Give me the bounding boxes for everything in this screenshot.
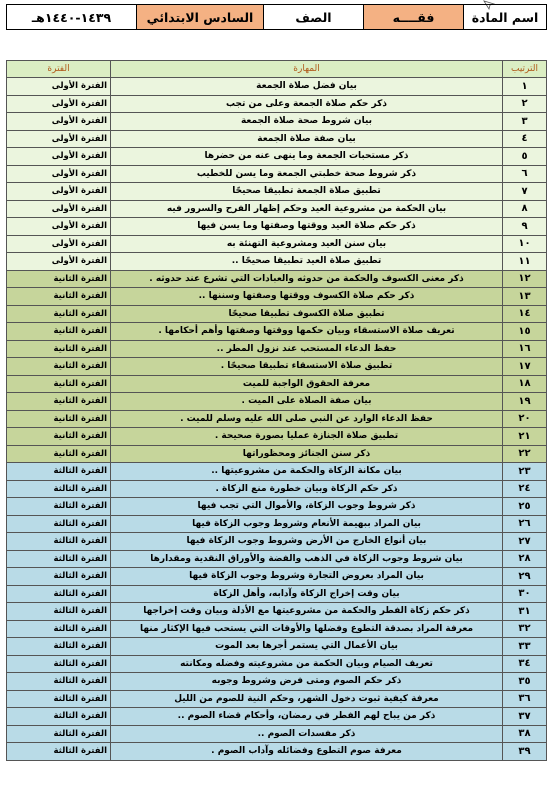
row-period: الفترة الأولى bbox=[7, 253, 111, 271]
row-number: ١ bbox=[503, 78, 547, 96]
table-row bbox=[7, 183, 547, 201]
row-skill: بيان مكانة الزكاة والحكمة من مشروعيتها .. bbox=[111, 463, 503, 481]
row-skill: حفظ الدعاء الوارد عن النبي صلى الله عليه وسلم للميت . bbox=[111, 410, 503, 428]
row-period: الفترة الأولى bbox=[7, 113, 111, 131]
row-skill: ذكر حكم صلاة الكسوف ووقتها وصفتها وسننها .. bbox=[111, 288, 503, 306]
table-row bbox=[7, 743, 547, 761]
year-value: ١٤٣٩-١٤٤٠هـ bbox=[7, 5, 137, 30]
row-number: ١٠ bbox=[503, 235, 547, 253]
subject-label: اسم المادة bbox=[464, 5, 547, 30]
row-period: الفترة الثالثة bbox=[7, 638, 111, 656]
table-row bbox=[7, 78, 547, 96]
row-skill: ذكر مستحبات الجمعة وما ينهى عنه من حضرها bbox=[111, 148, 503, 166]
table-row bbox=[7, 725, 547, 743]
table-row bbox=[7, 340, 547, 358]
row-period: الفترة الثالثة bbox=[7, 690, 111, 708]
row-period: الفترة الثانية bbox=[7, 288, 111, 306]
table-header-row bbox=[7, 61, 547, 78]
table-body bbox=[7, 78, 547, 761]
row-period: الفترة الثالثة bbox=[7, 480, 111, 498]
row-period: الفترة الأولى bbox=[7, 183, 111, 201]
row-number: ٧ bbox=[503, 183, 547, 201]
row-skill: بيان الأعمال التي يستمر أجرها بعد الموت bbox=[111, 638, 503, 656]
row-skill: ذكر حكم صلاة الجمعة وعلى من تجب bbox=[111, 95, 503, 113]
row-number: ٥ bbox=[503, 148, 547, 166]
row-period: الفترة الثالثة bbox=[7, 515, 111, 533]
row-skill: ذكر حكم الصوم ومتى فرض وشروط وجوبه bbox=[111, 673, 503, 691]
row-number: ٨ bbox=[503, 200, 547, 218]
table-row bbox=[7, 95, 547, 113]
row-number: ٢٥ bbox=[503, 498, 547, 516]
table-row bbox=[7, 445, 547, 463]
row-period: الفترة الثالثة bbox=[7, 603, 111, 621]
row-period: الفترة الثانية bbox=[7, 445, 111, 463]
row-skill: بيان سنن العيد ومشروعية التهنئة به bbox=[111, 235, 503, 253]
row-number: ٢٠ bbox=[503, 410, 547, 428]
row-period: الفترة الثالثة bbox=[7, 743, 111, 761]
row-number: ١٩ bbox=[503, 393, 547, 411]
row-period: الفترة الثالثة bbox=[7, 550, 111, 568]
table-row bbox=[7, 550, 547, 568]
row-number: ٤ bbox=[503, 130, 547, 148]
row-number: ١٢ bbox=[503, 270, 547, 288]
row-skill: تطبيق صلاة العيد تطبيقا صحيحًا .. bbox=[111, 253, 503, 271]
table-row bbox=[7, 428, 547, 446]
row-skill: بيان المراد ببهيمة الأنعام وشروط وجوب الزكاة فيها bbox=[111, 515, 503, 533]
row-number: ٣٢ bbox=[503, 620, 547, 638]
grade-label: الصف bbox=[264, 5, 364, 30]
row-period: الفترة الثالثة bbox=[7, 655, 111, 673]
row-skill: تطبيق صلاة الجنازة عمليا بصورة صحيحة . bbox=[111, 428, 503, 446]
row-number: ٢١ bbox=[503, 428, 547, 446]
row-period: الفترة الثالثة bbox=[7, 620, 111, 638]
row-skill: ذكر من يباح لهم الفطر في رمضان، وأحكام قضاء الصوم .. bbox=[111, 708, 503, 726]
row-skill: بيان صفة صلاة الجمعة bbox=[111, 130, 503, 148]
row-number: ٢ bbox=[503, 95, 547, 113]
row-skill: بيان شروط وجوب الزكاة في الذهب والفضة والأوراق النقدية ومقدارها bbox=[111, 550, 503, 568]
row-number: ٢٨ bbox=[503, 550, 547, 568]
row-period: الفترة الثانية bbox=[7, 305, 111, 323]
row-number: ٢٧ bbox=[503, 533, 547, 551]
row-number: ٣١ bbox=[503, 603, 547, 621]
row-period: الفترة الثالثة bbox=[7, 498, 111, 516]
row-period: الفترة الثانية bbox=[7, 323, 111, 341]
table-row bbox=[7, 358, 547, 376]
row-period: الفترة الأولى bbox=[7, 148, 111, 166]
row-period: الفترة الثانية bbox=[7, 375, 111, 393]
row-number: ١١ bbox=[503, 253, 547, 271]
row-skill: بيان وقت إخراج الزكاة وآدابه، وأهل الزكاة bbox=[111, 585, 503, 603]
subject-value: فقــــه bbox=[364, 5, 464, 30]
row-skill: تعريف الصيام وبيان الحكمة من مشروعيته وفضله ومكانته bbox=[111, 655, 503, 673]
table-row bbox=[7, 410, 547, 428]
row-skill: بيان فضل صلاة الجمعة bbox=[111, 78, 503, 96]
row-skill: بيان صفة الصلاة على الميت . bbox=[111, 393, 503, 411]
row-number: ١٦ bbox=[503, 340, 547, 358]
table-row bbox=[7, 568, 547, 586]
row-period: الفترة الثانية bbox=[7, 270, 111, 288]
table-row bbox=[7, 585, 547, 603]
row-number: ٣٦ bbox=[503, 690, 547, 708]
table-row bbox=[7, 393, 547, 411]
row-period: الفترة الأولى bbox=[7, 200, 111, 218]
row-period: الفترة الثالثة bbox=[7, 568, 111, 586]
table-row bbox=[7, 708, 547, 726]
table-row bbox=[7, 235, 547, 253]
row-skill: بيان الحكمة من مشروعية العيد وحكم إظهار الفرح والسرور فيه bbox=[111, 200, 503, 218]
row-number: ١٨ bbox=[503, 375, 547, 393]
row-number: ١٧ bbox=[503, 358, 547, 376]
row-number: ٣٠ bbox=[503, 585, 547, 603]
row-period: الفترة الأولى bbox=[7, 235, 111, 253]
row-number: ٣٨ bbox=[503, 725, 547, 743]
row-skill: ذكر شروط وجوب الزكاة، والأموال التي تجب فيها bbox=[111, 498, 503, 516]
table-row bbox=[7, 673, 547, 691]
table-row bbox=[7, 620, 547, 638]
row-skill: حفظ الدعاء المستحب عند نزول المطر .. bbox=[111, 340, 503, 358]
row-skill: معرفة المراد بصدقة التطوع وفضلها والأوقات التي يستحب فيها الإكثار منها bbox=[111, 620, 503, 638]
row-skill: معرفة صوم التطوع وفضائله وآداب الصوم . bbox=[111, 743, 503, 761]
table-row bbox=[7, 603, 547, 621]
row-number: ٢٢ bbox=[503, 445, 547, 463]
row-number: ٣٤ bbox=[503, 655, 547, 673]
header-row bbox=[7, 5, 547, 30]
row-number: ١٤ bbox=[503, 305, 547, 323]
table-row bbox=[7, 463, 547, 481]
row-number: ٦ bbox=[503, 165, 547, 183]
row-skill: ذكر حكم الزكاة وبيان خطورة منع الزكاة . bbox=[111, 480, 503, 498]
row-number: ٢٦ bbox=[503, 515, 547, 533]
table-row bbox=[7, 375, 547, 393]
row-skill: معرفة كيفية ثبوت دخول الشهر، وحكم النية للصوم من الليل bbox=[111, 690, 503, 708]
table-row bbox=[7, 253, 547, 271]
table-row bbox=[7, 113, 547, 131]
row-skill: تعريف صلاة الاستسقاء وبيان حكمها ووقتها وصفتها وأهم أحكامها . bbox=[111, 323, 503, 341]
table-row bbox=[7, 533, 547, 551]
table-row bbox=[7, 305, 547, 323]
table-row bbox=[7, 515, 547, 533]
row-period: الفترة الثالثة bbox=[7, 673, 111, 691]
row-period: الفترة الثانية bbox=[7, 410, 111, 428]
row-skill: تطبيق صلاة الكسوف تطبيقا صحيحًا bbox=[111, 305, 503, 323]
row-number: ١٣ bbox=[503, 288, 547, 306]
row-period: الفترة الثانية bbox=[7, 428, 111, 446]
table-row bbox=[7, 270, 547, 288]
table-row bbox=[7, 200, 547, 218]
row-period: الفترة الثانية bbox=[7, 393, 111, 411]
row-period: الفترة الثالثة bbox=[7, 708, 111, 726]
row-skill: ذكر حكم صلاة العيد ووقتها وصفتها وما يسن فيها bbox=[111, 218, 503, 236]
row-period: الفترة الأولى bbox=[7, 78, 111, 96]
row-skill: بيان أنواع الخارج من الأرض وشروط وجوب الزكاة فيها bbox=[111, 533, 503, 551]
row-period: الفترة الأولى bbox=[7, 130, 111, 148]
table-row bbox=[7, 480, 547, 498]
row-skill: بيان المراد بعروض التجارة وشروط وجوب الزكاة فيها bbox=[111, 568, 503, 586]
table-row bbox=[7, 218, 547, 236]
row-skill: ذكر سنن الجنائز ومحظوراتها bbox=[111, 445, 503, 463]
table-row bbox=[7, 690, 547, 708]
column-header-number: الترتيب bbox=[503, 61, 547, 78]
row-period: الفترة الثانية bbox=[7, 340, 111, 358]
row-skill: تطبيق صلاة الاستسقاء تطبيقا صحيحًا . bbox=[111, 358, 503, 376]
row-number: ٩ bbox=[503, 218, 547, 236]
row-period: الفترة الثالثة bbox=[7, 463, 111, 481]
table-row bbox=[7, 638, 547, 656]
table-row bbox=[7, 655, 547, 673]
row-period: الفترة الثالثة bbox=[7, 585, 111, 603]
row-number: ٣٣ bbox=[503, 638, 547, 656]
column-header-period: الفترة bbox=[7, 61, 111, 78]
header-table bbox=[6, 4, 547, 30]
row-period: الفترة الأولى bbox=[7, 218, 111, 236]
row-number: ٢٩ bbox=[503, 568, 547, 586]
row-number: ١٥ bbox=[503, 323, 547, 341]
row-skill: ذكر مفسدات الصوم .. bbox=[111, 725, 503, 743]
row-skill: ذكر شروط صحة خطبتي الجمعة وما يسن للخطيب bbox=[111, 165, 503, 183]
table-row bbox=[7, 148, 547, 166]
column-header-skill: المهارة bbox=[111, 61, 503, 78]
row-skill: بيان شروط صحة صلاة الجمعة bbox=[111, 113, 503, 131]
row-number: ٣٥ bbox=[503, 673, 547, 691]
row-period: الفترة الأولى bbox=[7, 95, 111, 113]
row-number: ٣ bbox=[503, 113, 547, 131]
row-period: الفترة الثانية bbox=[7, 358, 111, 376]
row-skill: ذكر حكم زكاة الفطر والحكمة من مشروعيتها مع الأدلة وبيان وقت إخراجها bbox=[111, 603, 503, 621]
row-skill: معرفة الحقوق الواجبة للميت bbox=[111, 375, 503, 393]
table-row bbox=[7, 323, 547, 341]
row-skill: تطبيق صلاة الجمعة تطبيقا صحيحًا bbox=[111, 183, 503, 201]
row-period: الفترة الثالثة bbox=[7, 533, 111, 551]
row-number: ٣٧ bbox=[503, 708, 547, 726]
row-period: الفترة الأولى bbox=[7, 165, 111, 183]
row-period: الفترة الثالثة bbox=[7, 725, 111, 743]
row-number: ٢٣ bbox=[503, 463, 547, 481]
row-number: ٢٤ bbox=[503, 480, 547, 498]
table-row bbox=[7, 130, 547, 148]
row-number: ٣٩ bbox=[503, 743, 547, 761]
table-row bbox=[7, 165, 547, 183]
row-skill: ذكر معنى الكسوف والحكمة من حدوثه والعبادات التي تشرع عند حدوثه . bbox=[111, 270, 503, 288]
grade-value: السادس الابتدائي bbox=[137, 5, 264, 30]
table-row bbox=[7, 498, 547, 516]
table-row bbox=[7, 288, 547, 306]
skills-table bbox=[6, 60, 547, 761]
